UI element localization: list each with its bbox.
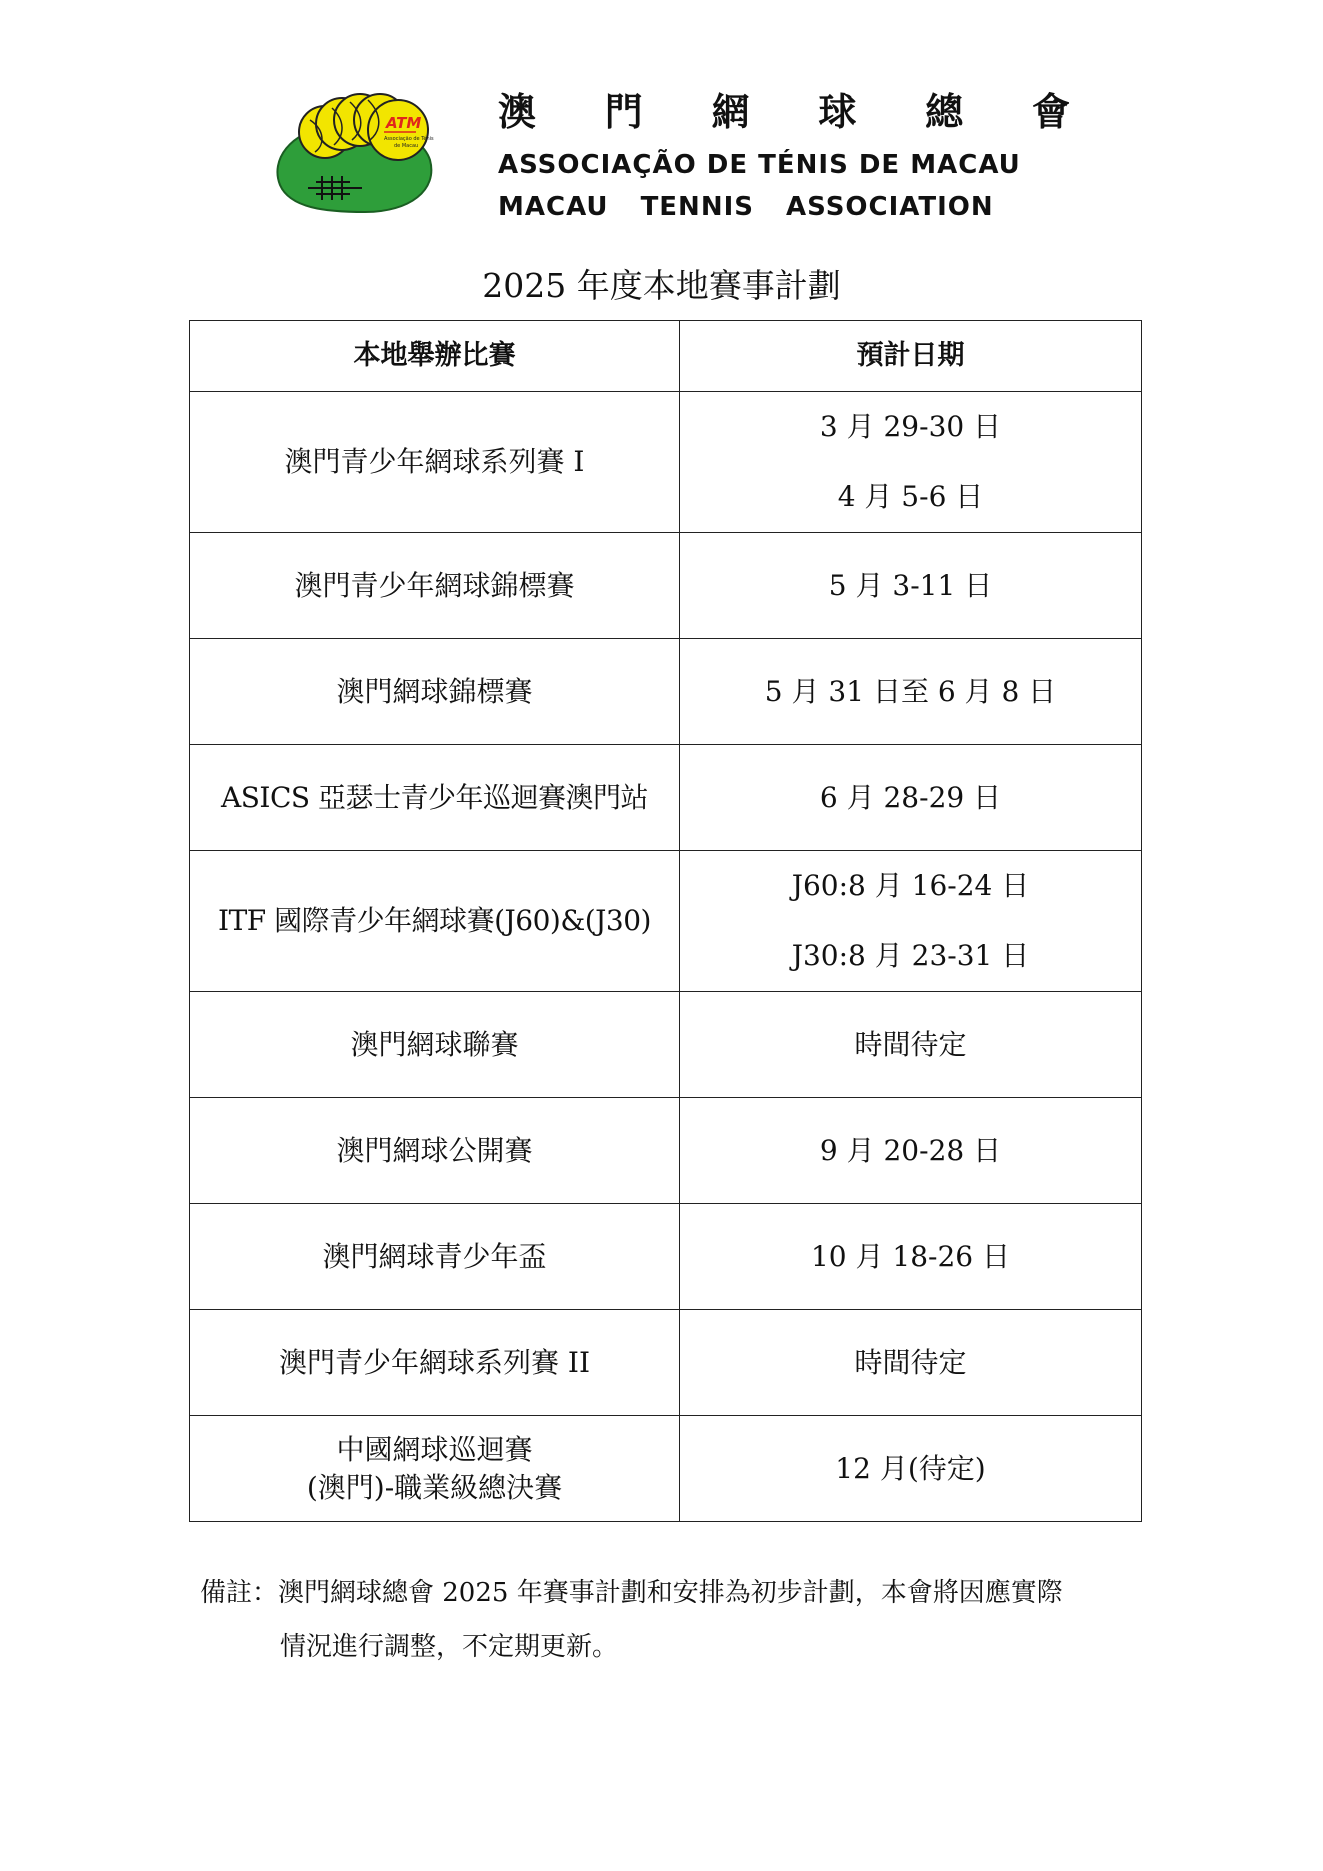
event-cell: 澳門青少年網球系列賽 II bbox=[190, 1310, 680, 1416]
date-cell: 12 月(待定) bbox=[680, 1416, 1142, 1522]
org-name-zh-char: 網 bbox=[711, 90, 750, 134]
table-row bbox=[190, 639, 1142, 745]
event-cell: 澳門青少年網球系列賽 I bbox=[190, 392, 680, 533]
org-names bbox=[498, 90, 1070, 222]
event-cell: 澳門青少年網球錦標賽 bbox=[190, 533, 680, 639]
org-name-pt: ASSOCIAÇÃO DE TÉNIS DE MACAU bbox=[498, 150, 1021, 180]
org-name-zh-char: 球 bbox=[818, 90, 857, 134]
schedule-table bbox=[189, 320, 1142, 1522]
date-line: 4 月 5-6 日 bbox=[837, 480, 984, 513]
date-cell: 5 月 3-11 日 bbox=[680, 533, 1142, 639]
remark-line-2: 情況進行調整，不定期更新。 bbox=[280, 1632, 619, 1662]
table-row bbox=[190, 992, 1142, 1098]
event-cell: 澳門網球聯賽 bbox=[190, 992, 680, 1098]
date-line: 3 月 29-30 日 bbox=[819, 410, 1002, 443]
table-row bbox=[190, 533, 1142, 639]
event-cell: ITF 國際青少年網球賽(J60)&(J30) bbox=[190, 851, 680, 992]
org-name-zh bbox=[498, 90, 1070, 134]
remark bbox=[200, 1566, 1100, 1674]
table-row bbox=[190, 392, 1142, 533]
event-line: 中國網球巡迴賽 bbox=[336, 1432, 533, 1466]
header-date: 預計日期 bbox=[680, 321, 1142, 392]
org-name-zh-char: 會 bbox=[1031, 90, 1070, 134]
org-name-zh-char: 門 bbox=[604, 90, 643, 134]
org-name-zh-char: 總 bbox=[925, 90, 964, 134]
table-row bbox=[190, 1416, 1142, 1522]
date-cell bbox=[680, 851, 1142, 992]
header-event: 本地舉辦比賽 bbox=[190, 321, 680, 392]
table-row bbox=[190, 851, 1142, 992]
table-row bbox=[190, 1204, 1142, 1310]
date-cell: 6 月 28-29 日 bbox=[680, 745, 1142, 851]
association-logo bbox=[270, 90, 435, 215]
event-cell bbox=[190, 1416, 680, 1522]
date-cell: 5 月 31 日至 6 月 8 日 bbox=[680, 639, 1142, 745]
date-cell bbox=[680, 392, 1142, 533]
page-title: 2025 年度本地賽事計劃 bbox=[482, 266, 841, 305]
date-cell: 時間待定 bbox=[680, 1310, 1142, 1416]
date-cell: 10 月 18-26 日 bbox=[680, 1204, 1142, 1310]
event-cell: 澳門網球公開賽 bbox=[190, 1098, 680, 1204]
table-row bbox=[190, 1310, 1142, 1416]
org-name-zh-char: 澳 bbox=[498, 90, 537, 134]
table-header-row bbox=[190, 321, 1142, 392]
logo-abbr: ATM bbox=[386, 114, 422, 132]
date-cell: 時間待定 bbox=[680, 992, 1142, 1098]
org-name-en: MACAU TENNIS ASSOCIATION bbox=[498, 192, 994, 222]
date-line: J60:8 月 16-24 日 bbox=[791, 869, 1030, 902]
table-row bbox=[190, 1098, 1142, 1204]
date-line: J30:8 月 23-31 日 bbox=[791, 939, 1030, 972]
letterhead bbox=[270, 90, 1070, 230]
event-line: (澳門)-職業級總決賽 bbox=[306, 1470, 563, 1504]
event-cell: 澳門網球錦標賽 bbox=[190, 639, 680, 745]
event-cell: ASICS 亞瑟士青少年巡迴賽澳門站 bbox=[190, 745, 680, 851]
date-cell: 9 月 20-28 日 bbox=[680, 1098, 1142, 1204]
table-row bbox=[190, 745, 1142, 851]
logo-caption-2: de Macau bbox=[394, 143, 419, 149]
remark-line-1: 備註：澳門網球總會 2025 年賽事計劃和安排為初步計劃，本會將因應實際 bbox=[200, 1578, 1063, 1608]
logo-caption: Associação de Ténis bbox=[384, 136, 434, 142]
event-cell: 澳門網球青少年盃 bbox=[190, 1204, 680, 1310]
